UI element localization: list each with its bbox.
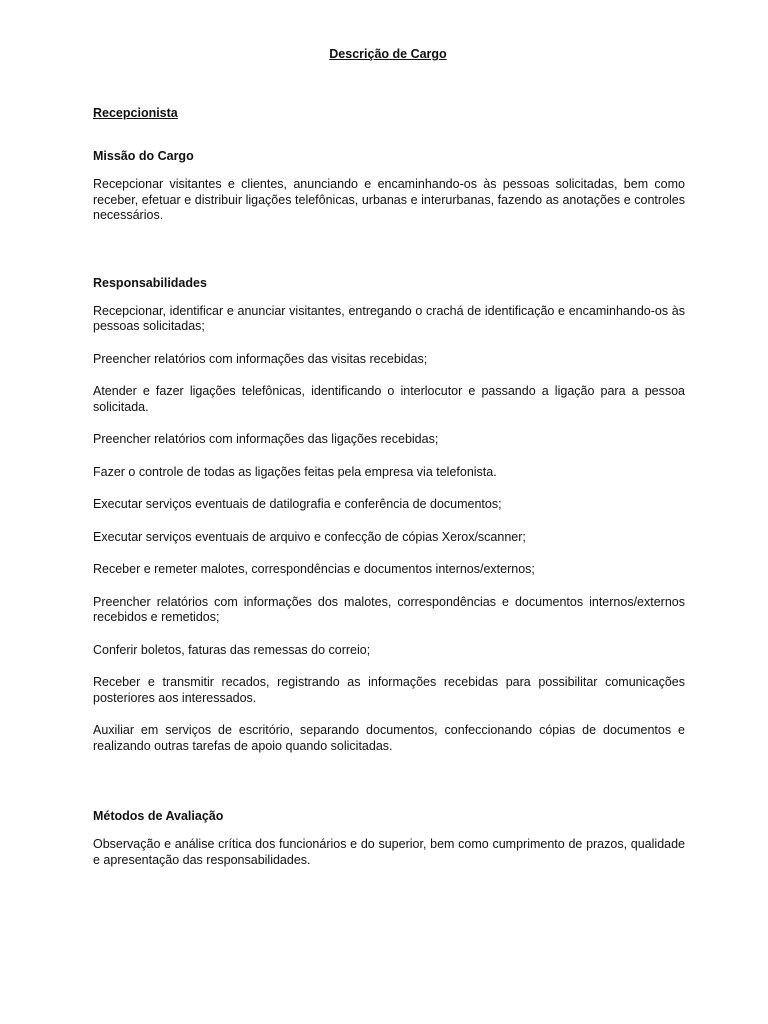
responsibility-item: Preencher relatórios com informações das ligações recebidas;	[93, 432, 439, 446]
section-spacer	[93, 771, 685, 808]
evaluation-text: Observação e análise crítica dos funcionários e do superior, bem como cumprimento de prazos, qualidade e apresentação das responsabilidades.	[93, 837, 685, 867]
role-title: Recepcionista	[93, 106, 178, 120]
responsibility-item: Executar serviços eventuais de datilografia e conferência de documentos;	[93, 497, 502, 511]
responsibility-item: Receber e transmitir recados, registrando as informações recebidas para possibilitar comunicações posteriores aos interessados.	[93, 675, 685, 705]
responsibility-item: Preencher relatórios com informações das visitas recebidas;	[93, 351, 428, 366]
document-title: Descrição de Cargo	[329, 47, 447, 61]
responsibility-item: Receber e remeter malotes, correspondências e documentos internos/externos;	[93, 562, 535, 576]
document-body	[93, 105, 685, 884]
responsibilities-list	[93, 304, 685, 755]
responsibility-item: Auxiliar em serviços de escritório, separando documentos, confeccionando cópias de documentos e realizando outras tarefas de apoio quando solicitadas.	[93, 723, 685, 753]
responsibility-item: Atender e fazer ligações telefônicas, identificando o interlocutor e passando a ligação para a pessoa solicitada.	[93, 384, 685, 414]
responsibility-item: Recepcionar, identificar e anunciar visitantes, entregando o crachá de identificação e encaminhando-os às pessoas solicitadas;	[93, 303, 685, 333]
section-spacer	[93, 240, 685, 275]
responsibility-item: Executar serviços eventuais de arquivo e confecção de cópias Xerox/scanner;	[93, 529, 526, 544]
mission-heading: Missão do Cargo	[93, 149, 194, 163]
responsibility-item: Conferir boletos, faturas das remessas do correio;	[93, 642, 371, 657]
responsibilities-heading: Responsabilidades	[93, 275, 207, 290]
evaluation-heading: Métodos de Avaliação	[93, 809, 224, 823]
mission-text: Recepcionar visitantes e clientes, anunciando e encaminhando-os às pessoas solicitadas, bem como receber, efetuar e distribuir ligações telefônicas, urbanas e interurbanas, fazendo as anotações e controles necessários.	[93, 177, 685, 222]
responsibility-item: Preencher relatórios com informações dos malotes, correspondências e documentos internos/externos recebidos e remetidos;	[93, 594, 685, 624]
responsibility-item: Fazer o controle de todas as ligações feitas pela empresa via telefonista.	[93, 464, 497, 479]
